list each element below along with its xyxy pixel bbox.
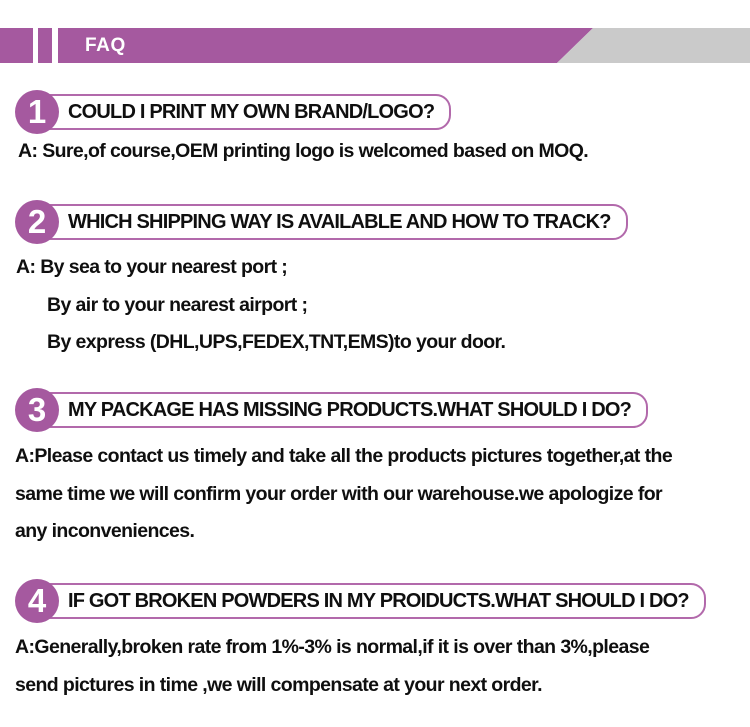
faq-answer-3 [15, 438, 672, 551]
faq-item-3 [0, 388, 750, 432]
answer-line: By express (DHL,UPS,FEDEX,TNT,EMS)to your door. [47, 331, 506, 353]
question-box-1 [36, 94, 451, 130]
answer-line: send pictures in time ,we will compensate at your next order. [15, 674, 542, 696]
answer-line: A: By sea to your nearest port ; [16, 256, 288, 278]
question-box-4 [36, 583, 706, 619]
question-number-badge-2: 2 [15, 200, 59, 244]
question-number-badge-1: 1 [15, 90, 59, 134]
question-text-2: WHICH SHIPPING WAY IS AVAILABLE AND HOW TO TRACK? [68, 211, 611, 233]
question-box-2 [36, 204, 628, 240]
faq-answer-4 [15, 628, 649, 704]
answer-line: same time we will confirm your order with our warehouse.we apologize for [15, 482, 663, 505]
faq-item-1 [0, 90, 750, 134]
question-text-1: COULD I PRINT MY OWN BRAND/LOGO? [68, 101, 435, 123]
faq-answer-1 [18, 139, 588, 163]
question-text-4: IF GOT BROKEN POWDERS IN MY PROIDUCTS.WHAT SHOULD I DO? [68, 590, 689, 612]
faq-item-2 [0, 200, 750, 244]
answer-line: By air to your nearest airport ; [47, 293, 308, 316]
banner-accent-bar [38, 28, 52, 63]
banner-accent-block [0, 28, 33, 63]
answer-line: A:Please contact us timely and take all the products pictures together,at the [15, 445, 673, 467]
answer-line: A: Sure,of course,OEM printing logo is welcomed based on MOQ. [18, 140, 589, 162]
question-box-3 [36, 392, 648, 428]
faq-banner [0, 28, 750, 63]
answer-line: any inconveniences. [15, 520, 195, 542]
answer-line: A:Generally,broken rate from 1%-3% is normal,if it is over than 3%,please [15, 636, 650, 658]
banner-ribbon [58, 28, 750, 63]
question-text-3: MY PACKAGE HAS MISSING PRODUCTS.WHAT SHOULD I DO? [68, 399, 632, 421]
question-number-badge-3: 3 [15, 388, 59, 432]
faq-answer-2 [16, 249, 505, 362]
faq-title: FAQ [85, 35, 126, 56]
faq-item-4 [0, 579, 750, 623]
question-number-badge-4: 4 [15, 579, 59, 623]
